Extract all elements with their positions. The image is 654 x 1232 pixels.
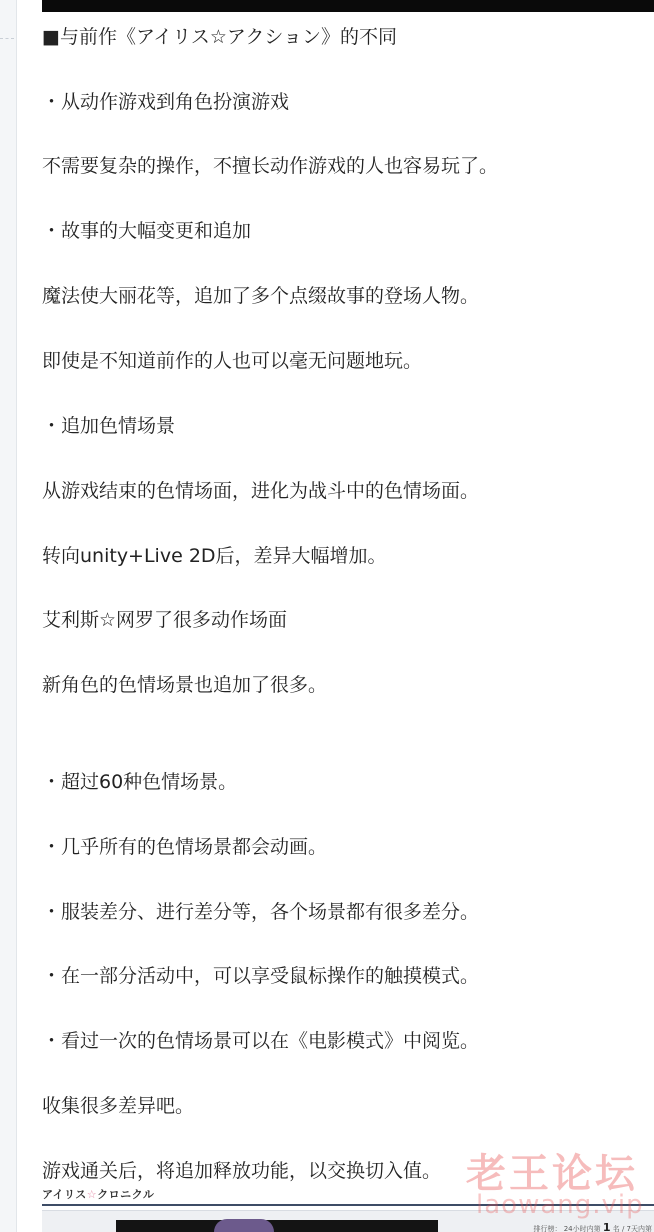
watermark-text-en: laowang.vip [476,1190,644,1220]
watermark-text-cn: 老王论坛 [466,1151,638,1197]
ranking-text: 排行榜： 24小时内第 1 名 / 7天内第 [533,1221,652,1232]
paragraph: 从游戏结束的色情场面，进化为战斗中的色情场面。 [42,480,480,502]
paragraph: 魔法使大丽花等，追加了多个点缀故事的登场人物。 [42,285,480,307]
paragraph: 即使是不知道前作的人也可以毫无问题地玩。 [42,350,423,372]
paragraph: 转向unity+Live 2D后，差异大幅增加。 [42,545,387,567]
bullet-item: ・看过一次的色情场景可以在《电影模式》中阅览。 [42,1030,480,1052]
bullet-item: ・从动作游戏到角色扮演游戏 [42,91,290,113]
left-rail [0,0,17,1232]
paragraph: 收集很多差异吧。 [42,1095,195,1117]
paragraph: 新角色的色情场景也追加了很多。 [42,674,328,696]
rail-divider [0,38,14,39]
image-bottom-edge [42,0,654,12]
paragraph: 游戏通关后，将追加释放功能，以交换切入值。 [42,1160,442,1182]
bullet-item: ・故事的大幅变更和追加 [42,220,252,242]
bullet-item: ・超过60种色情场景。 [42,771,238,793]
bullet-item: ・服装差分、进行差分等，各个场景都有很多差分。 [42,901,480,923]
bullet-item: ・几乎所有的色情场景都会动画。 [42,836,328,858]
bullet-item: ・在一部分活动中，可以享受鼠标操作的触摸模式。 [42,965,480,987]
paragraph: 艾利斯☆网罗了很多动作场面 [42,609,288,631]
paragraph: 不需要复杂的操作，不擅长动作游戏的人也容易玩了。 [42,155,499,177]
embed-title: アイリス☆クロニクル [42,1188,155,1201]
bullet-item: ・追加色情场景 [42,415,176,437]
section-heading: ■与前作《アイリス☆アクション》的不同 [42,26,397,48]
site-watermark [466,1142,654,1222]
thumbnail-character [214,1219,274,1232]
embed-thumbnail [116,1220,438,1232]
